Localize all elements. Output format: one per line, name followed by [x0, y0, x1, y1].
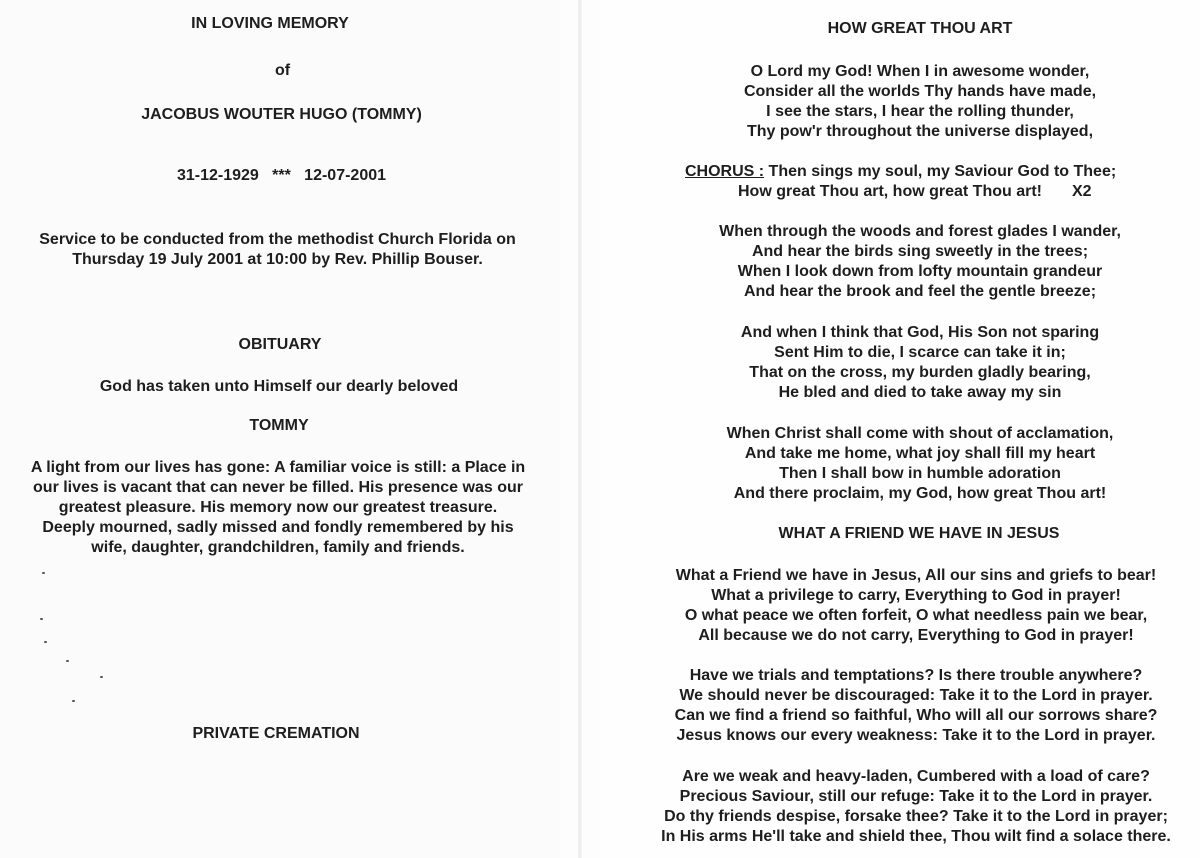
- hymn2-v3-line-4: In His arms He'll take and shield thee, Thou wilt find a solace there.: [661, 828, 1171, 845]
- obituary-line-3: greatest pleasure. His memory now our greatest treasure.: [58, 499, 498, 516]
- life-dates: 31-12-1929 *** 12-07-2001: [176, 167, 387, 184]
- scan-speck: [72, 700, 75, 702]
- scan-speck: [100, 676, 103, 678]
- hymn1-v1-line-4: Thy pow'r throughout the universe displayed,: [746, 123, 1094, 140]
- hymn2-v1-line-3: O what peace we often forfeit, O what needless pain we bear,: [684, 607, 1148, 624]
- hymn1-v4-line-1: When Christ shall come with shout of acclamation,: [726, 425, 1114, 442]
- scan-speck: [66, 660, 69, 662]
- hymn1-v2-line-4: And hear the brook and feel the gentle breeze;: [743, 283, 1097, 300]
- right-page: [600, 0, 1200, 858]
- hymn2-v1-line-1: What a Friend we have in Jesus, All our sins and griefs to bear!: [675, 567, 1157, 584]
- hymn1-v3-line-2: Sent Him to die, I scarce can take it in;: [774, 344, 1066, 361]
- scan-speck: [40, 618, 43, 620]
- service-line-1: Service to be conducted from the methodist Church Florida on: [39, 231, 516, 248]
- hymn1-v1-line-3: I see the stars, I hear the rolling thunder,: [766, 103, 1074, 120]
- obituary-line-1: A light from our lives has gone: A familiar voice is still: a Place in: [30, 459, 526, 476]
- chorus-label: CHORUS :: [685, 163, 765, 180]
- deceased-name: JACOBUS WOUTER HUGO (TOMMY): [141, 106, 422, 123]
- hymn2-v2-line-3: Can we find a friend so faithful, Who will all our sorrows share?: [674, 707, 1158, 724]
- cremation-note: PRIVATE CREMATION: [192, 725, 360, 742]
- hymn1-v4-line-4: And there proclaim, my God, how great Thou art!: [733, 485, 1107, 502]
- chorus-line-2: [738, 182, 1092, 202]
- chorus-text-2: How great Thou art, how great Thou art!: [738, 183, 1042, 200]
- hymn2-title: WHAT A FRIEND WE HAVE IN JESUS: [778, 525, 1060, 542]
- hymn1-v1-line-2: Consider all the worlds Thy hands have made,: [743, 83, 1097, 100]
- hymn2-v3-line-3: Do thy friends despise, forsake thee? Take it to the Lord in prayer;: [664, 808, 1168, 825]
- scan-speck: [44, 641, 47, 643]
- page-fold: [578, 0, 582, 858]
- hymn2-v1-line-2: What a privilege to carry, Everything to God in prayer!: [711, 587, 1121, 604]
- hymn1-v2-line-2: And hear the birds sing sweetly in the trees;: [751, 243, 1089, 260]
- memorial-heading: IN LOVING MEMORY: [191, 15, 349, 32]
- hymn2-v3-line-1: Are we weak and heavy-laden, Cumbered with a load of care?: [682, 768, 1150, 785]
- chorus-repeat: X2: [1072, 183, 1092, 200]
- hymn1-v3-line-4: He bled and died to take away my sin: [778, 384, 1062, 401]
- obituary-intro: God has taken unto Himself our dearly beloved: [99, 378, 459, 395]
- obituary-name: TOMMY: [249, 417, 309, 434]
- hymn1-title: HOW GREAT THOU ART: [827, 20, 1013, 37]
- obituary-line-5: wife, daughter, grandchildren, family and friends.: [91, 539, 465, 556]
- left-page: [0, 0, 560, 858]
- hymn2-v1-line-4: All because we do not carry, Everything to God in prayer!: [698, 627, 1134, 644]
- obituary-line-4: Deeply mourned, sadly missed and fondly remembered by his: [42, 519, 514, 536]
- obituary-line-2: our lives is vacant that can never be filled. His presence was our: [33, 479, 523, 496]
- hymn1-v2-line-1: When through the woods and forest glades I wander,: [719, 223, 1121, 240]
- hymn2-v3-line-2: Precious Saviour, still our refuge: Take it to the Lord in prayer.: [679, 788, 1153, 805]
- scan-speck: [42, 572, 45, 574]
- hymn1-v3-line-1: And when I think that God, His Son not sparing: [740, 324, 1100, 341]
- hymn2-v2-line-1: Have we trials and temptations? Is there trouble anywhere?: [689, 667, 1143, 684]
- hymn1-v4-line-2: And take me home, what joy shall fill my heart: [744, 445, 1096, 462]
- chorus-text-1: Then sings my soul, my Saviour God to Thee;: [764, 163, 1117, 180]
- obituary-title: OBITUARY: [238, 336, 322, 353]
- hymn1-v1-line-1: O Lord my God! When I in awesome wonder,: [750, 63, 1090, 80]
- of-text: of: [274, 62, 291, 79]
- chorus-line-1: [685, 162, 1116, 182]
- hymn1-v2-line-3: When I look down from lofty mountain grandeur: [737, 263, 1103, 280]
- hymn2-v2-line-2: We should never be discouraged: Take it to the Lord in prayer.: [679, 687, 1153, 704]
- hymn1-v4-line-3: Then I shall bow in humble adoration: [779, 465, 1061, 482]
- service-line-2: Thursday 19 July 2001 at 10:00 by Rev. Phillip Bouser.: [72, 251, 483, 268]
- hymn1-v3-line-3: That on the cross, my burden gladly bearing,: [749, 364, 1091, 381]
- hymn2-v2-line-4: Jesus knows our every weakness: Take it to the Lord in prayer.: [676, 727, 1156, 744]
